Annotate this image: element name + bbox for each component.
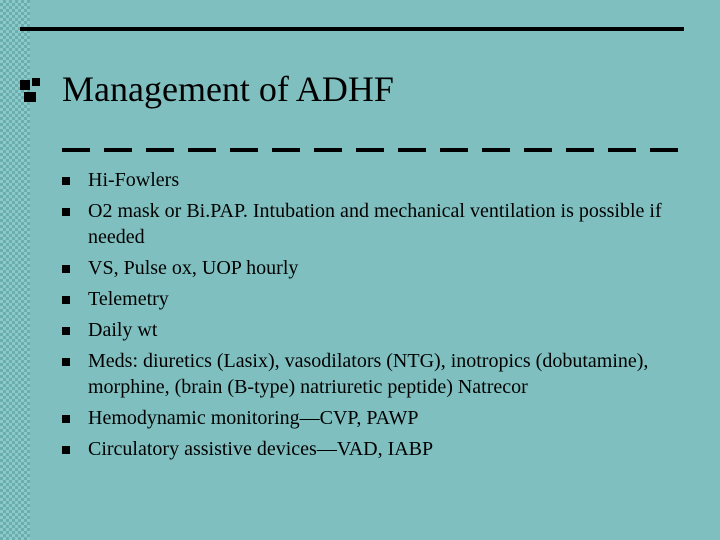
square-bullet-icon bbox=[62, 327, 70, 335]
list-item bbox=[62, 286, 662, 312]
square-bullet-icon bbox=[62, 358, 70, 366]
square-bullet-icon bbox=[62, 296, 70, 304]
bullet-list bbox=[62, 167, 662, 467]
square-bullet-icon bbox=[62, 415, 70, 423]
bullet-text: Telemetry bbox=[88, 288, 169, 310]
square-bullet-icon bbox=[62, 446, 70, 454]
bullet-text: Hemodynamic monitoring—CVP, PAWP bbox=[88, 407, 419, 429]
list-item bbox=[62, 405, 662, 431]
bullet-text: Hi-Fowlers bbox=[88, 169, 180, 191]
bullet-text: O2 mask or Bi.PAP. Intubation and mechanical ventilation is possible if needed bbox=[88, 200, 662, 248]
list-item bbox=[62, 436, 662, 462]
slide-title: Management of ADHF bbox=[62, 69, 394, 109]
square-bullet-icon bbox=[62, 208, 70, 216]
bullet-text: VS, Pulse ox, UOP hourly bbox=[88, 257, 299, 279]
list-item bbox=[62, 317, 662, 343]
square-bullet-icon bbox=[62, 265, 70, 273]
bullet-text: Circulatory assistive devices—VAD, IABP bbox=[88, 438, 434, 460]
bullet-text: Daily wt bbox=[88, 319, 158, 341]
square-bullet-icon bbox=[62, 177, 70, 185]
top-rule bbox=[20, 27, 684, 31]
list-item bbox=[62, 198, 662, 250]
dashed-divider bbox=[62, 148, 678, 152]
list-item bbox=[62, 255, 662, 281]
list-item bbox=[62, 167, 662, 193]
list-item bbox=[62, 348, 662, 400]
title-squares-icon bbox=[20, 78, 42, 102]
bullet-text: Meds: diuretics (Lasix), vasodilators (NTG), inotropics (dobutamine), morphine, (brain (B-type) natriuretic peptide) Natrecor bbox=[88, 350, 649, 398]
